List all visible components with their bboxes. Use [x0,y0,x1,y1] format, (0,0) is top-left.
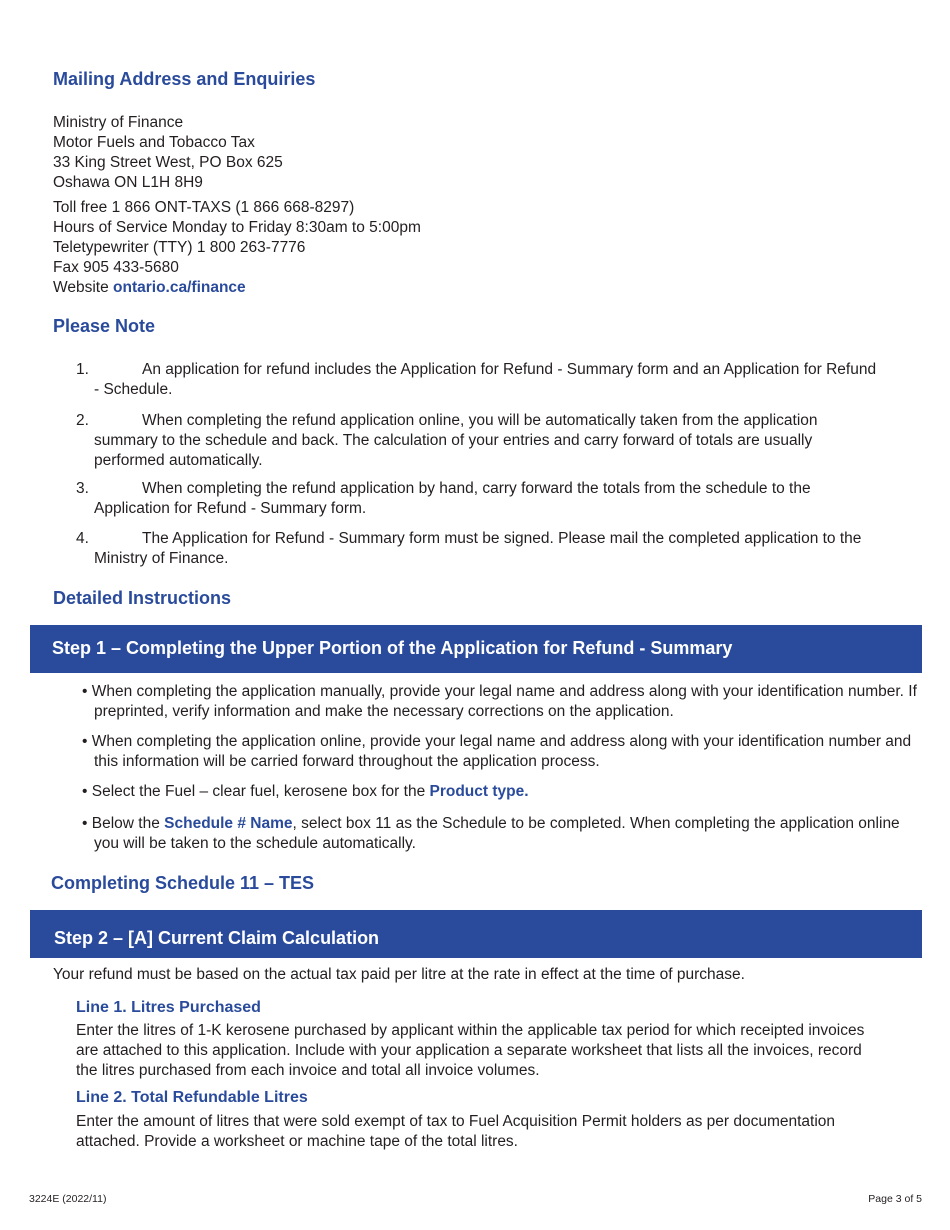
website-line [53,278,421,298]
line2-title: Line 2. Total Refundable Litres [76,1089,308,1106]
address-line: Ministry of Finance [53,114,184,131]
bullet-mark: • [82,683,88,700]
note-number: 1. [76,361,89,378]
address-line: Motor Fuels and Tobacco Tax [53,134,255,151]
detailed-instructions-heading: Detailed Instructions [53,588,232,608]
address-line: 33 King Street West, PO Box 625 [53,154,283,171]
contact-line: Toll free 1 866 ONT-TAXS (1 866 668-8297) [53,199,355,216]
note-item: When completing the refund application online, you will be automatically taken from the application summary to the schedule and back. The calculation of your entries and carry forward of totals are usually performed automatically. [94,412,818,469]
note-number: 2. [76,412,89,429]
note-item: When completing the refund application by hand, carry forward the totals from the schedule to the Application for Refund - Summary form. [94,480,811,517]
note-item: An application for refund includes the Application for Refund - Summary form and an Application for Refund - Schedule. [94,361,877,398]
bullet-text: When completing the application manually, provide your legal name and address along with your identification number. If preprinted, verify information and make the necessary corrections on the application. [91,683,917,720]
address-line: Oshawa ON L1H 8H9 [53,174,203,191]
website-link[interactable]: ontario.ca/finance [113,279,246,296]
contact-info [53,198,421,298]
bullet-text: Select the Fuel – clear fuel, kerosene box for the [91,783,430,800]
step2-intro: Your refund must be based on the actual tax paid per litre at the rate in effect at the time of purchase. [53,966,745,983]
step1-bullet [75,732,924,772]
note-number: 3. [76,480,89,497]
bullet-mark: • [82,783,88,800]
line1-text: Enter the litres of 1-K kerosene purchased by applicant within the applicable tax period for which receipted invoices are attached to this application. Include with your application a separate worksheet that lists all the invoices, record the litres purchased from each invoice and total all invoice volumes. [76,1022,865,1079]
line1-title: Line 1. Litres Purchased [76,999,261,1016]
bullet-mark: • [82,815,88,832]
schedule-heading: Completing Schedule 11 – TES [51,873,315,893]
contact-line: Hours of Service Monday to Friday 8:30am to 5:00pm [53,219,421,236]
mailing-heading: Mailing Address and Enquiries [53,69,316,89]
note-number: 4. [76,530,89,547]
bullet-mark: • [82,733,88,750]
website-label: Website [53,279,114,296]
step1-title: Step 1 – Completing the Upper Portion of the Application for Refund - Summary [52,638,733,658]
bullet-text: Below the [91,815,165,832]
bullet-text: When completing the application online, provide your legal name and address along with your identification number and this information will be carried forward throughout the application process. [91,733,912,770]
contact-line: Teletypewriter (TTY) 1 800 263-7776 [53,239,306,256]
form-id: 3224E (2022/11) [29,1193,107,1205]
bullet-text: , select box 11 as the Schedule to be completed. When completing the application online you will be taken to the schedule automatically. [94,815,900,852]
mailing-address [53,113,283,193]
line2-text: Enter the amount of litres that were sold exempt of tax to Fuel Acquisition Permit holders as per documentation attached. Provide a worksheet or machine tape of the total litres. [76,1113,836,1150]
product-type-link: Product type. [429,783,529,800]
schedule-name-link: Schedule # Name [164,815,293,832]
please-note-heading: Please Note [53,316,156,336]
step1-bullet [75,682,924,722]
step2-title: Step 2 – [A] Current Claim Calculation [54,928,380,948]
step2-banner [30,910,922,958]
step1-bullet [75,814,924,854]
page-number: Page 3 of 5 [868,1193,922,1205]
note-item: The Application for Refund - Summary form must be signed. Please mail the completed application to the Ministry of Finance. [94,530,862,567]
contact-line: Fax 905 433-5680 [53,259,179,276]
step1-banner [30,625,922,673]
step1-bullet [75,782,924,802]
